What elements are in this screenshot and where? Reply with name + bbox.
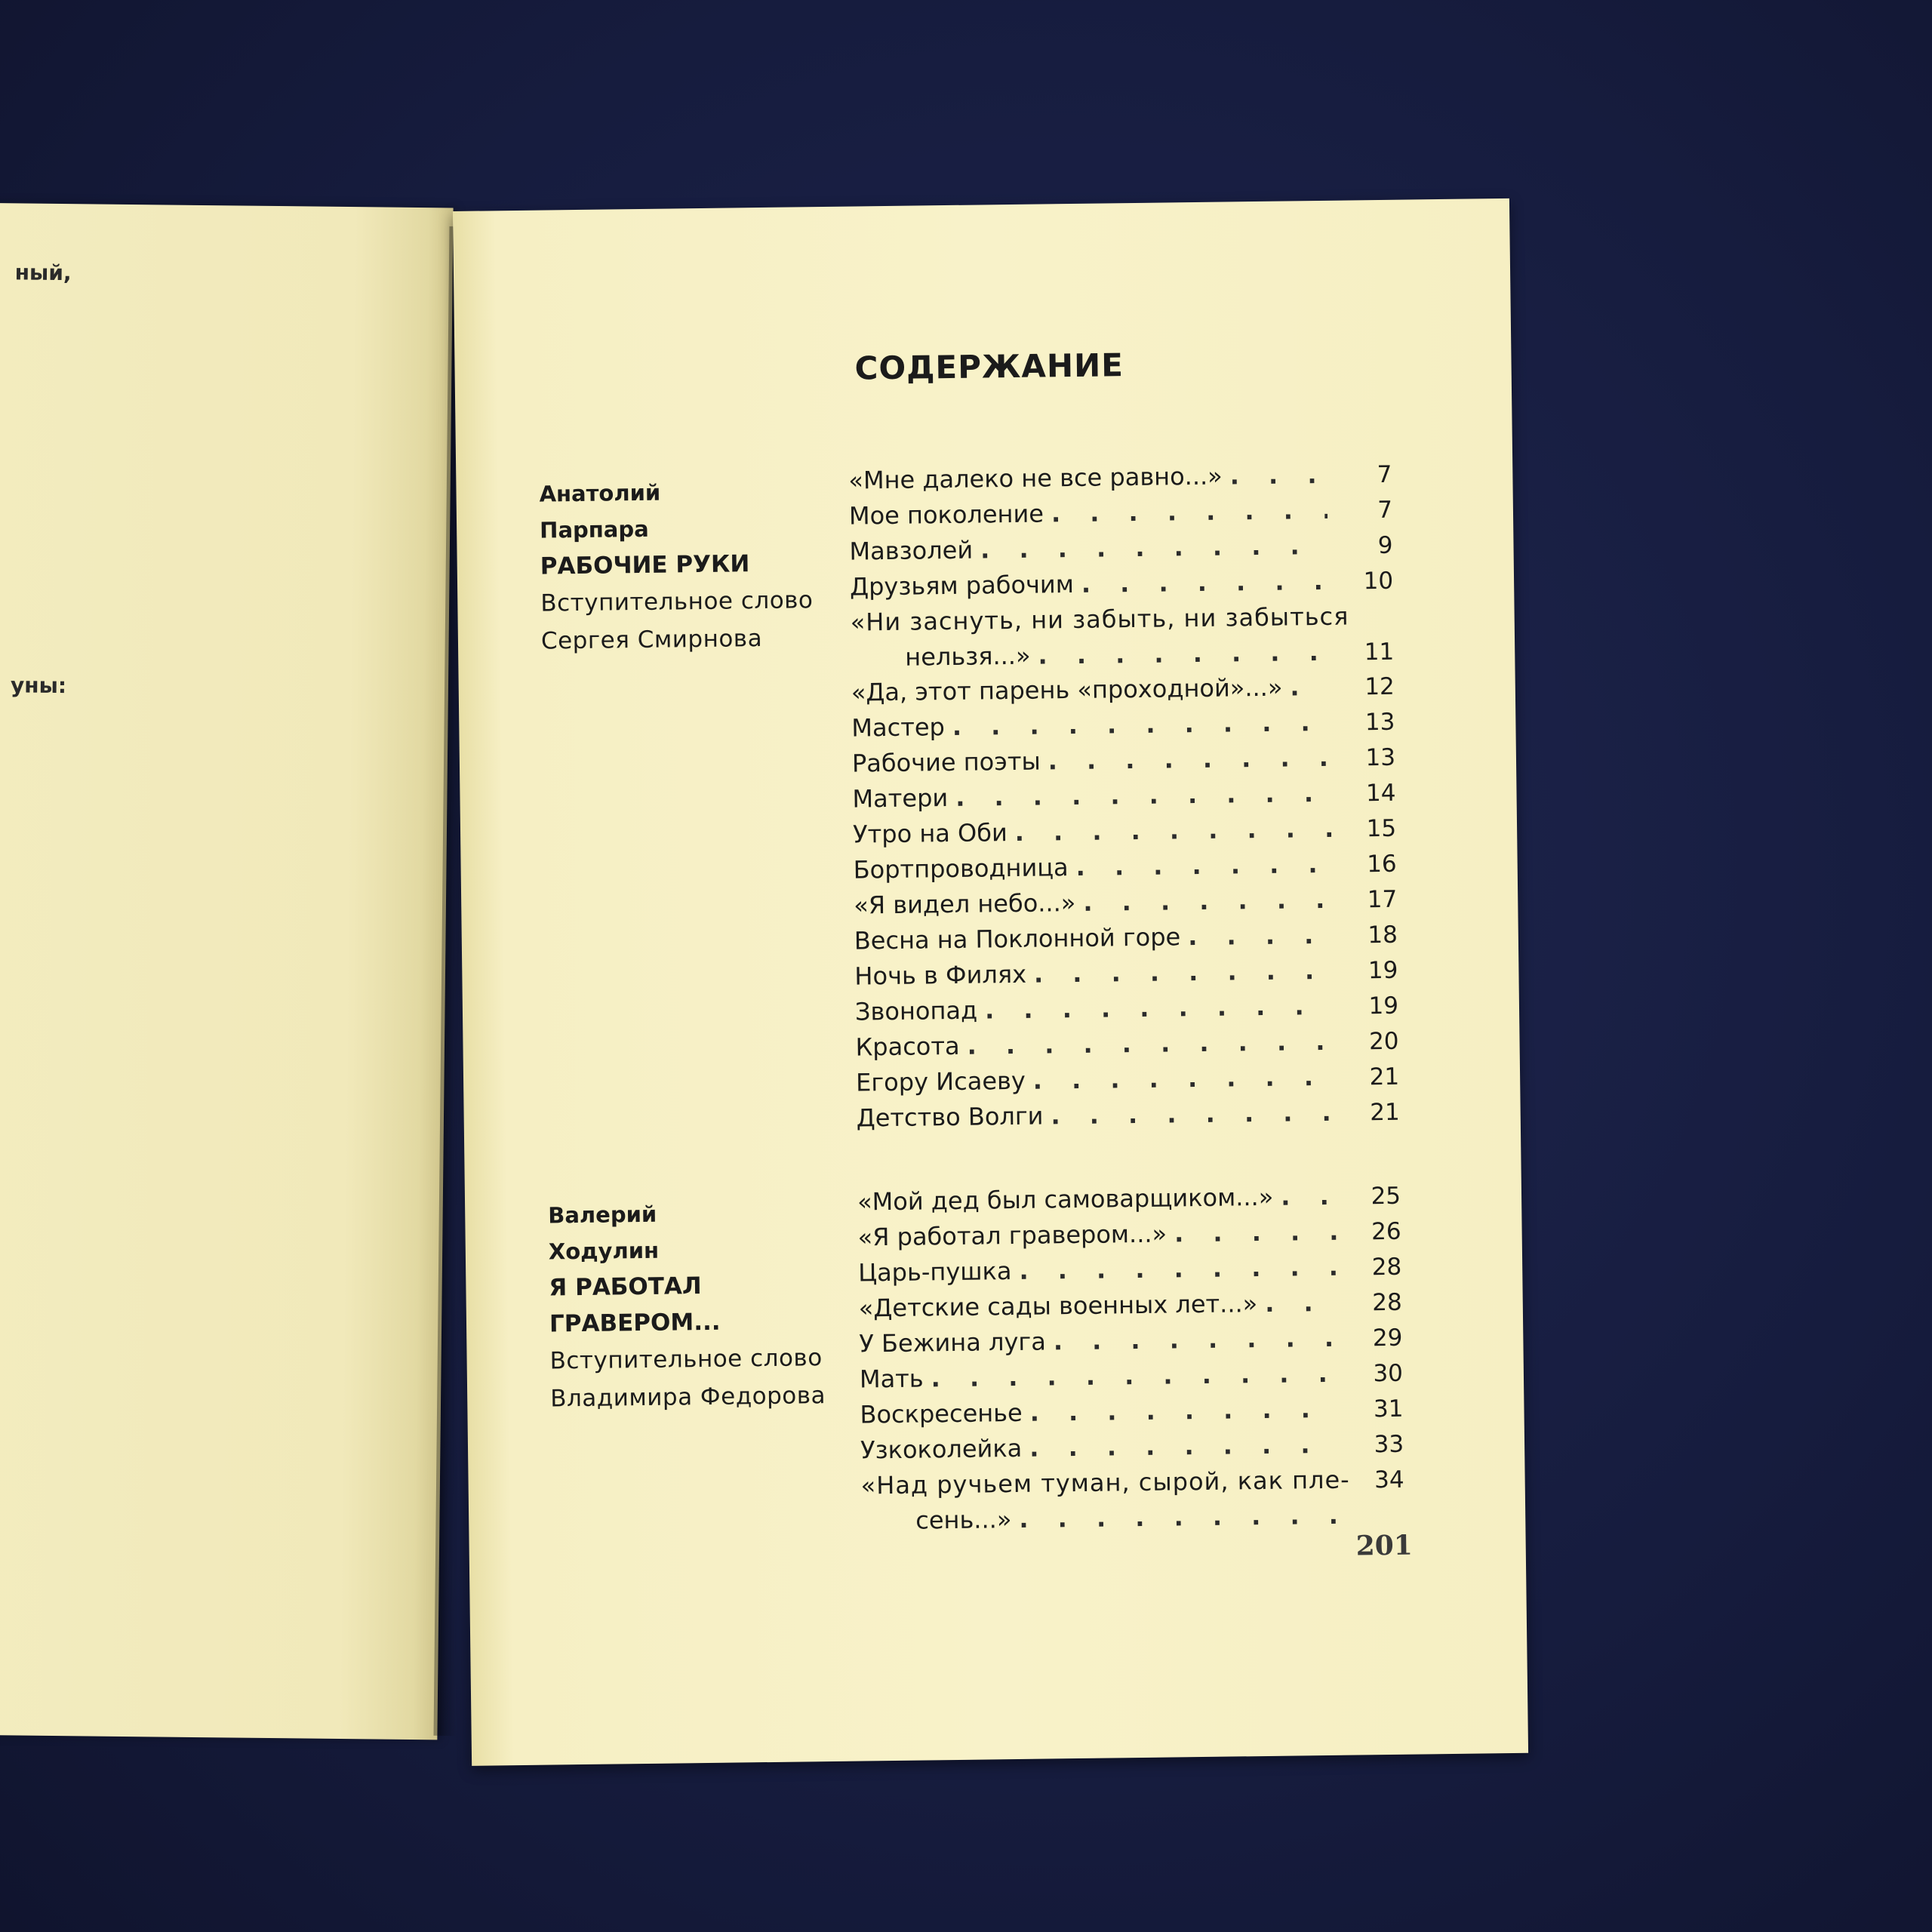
leader-dots (1033, 1060, 1335, 1099)
leader-dots (931, 1356, 1338, 1397)
toc-entry-title: Бортпроводница (853, 853, 1069, 884)
leader-dots (1034, 953, 1334, 992)
collection-title: ГРАВЕРОМ... (549, 1308, 721, 1338)
toc-list (848, 457, 1400, 1137)
leader-dots (967, 1024, 1334, 1064)
leader-dots (1051, 1095, 1335, 1134)
toc-entry-title: Узкоколейка (860, 1433, 1023, 1465)
page-number: 201 (1355, 1529, 1414, 1562)
toc-entry-title: Егору Исаеву (855, 1066, 1026, 1097)
toc-entry-title: Мавзолей (849, 535, 974, 566)
toc-entry-title: Друзьям рабочим (849, 569, 1075, 601)
author-block (548, 1193, 868, 1417)
author-last-name: Парпара (539, 515, 649, 543)
toc-entry-page: 11 (1364, 638, 1395, 666)
toc-entry-page: 34 (1374, 1466, 1404, 1494)
toc-entry-continuation (861, 1497, 1405, 1539)
toc-entry-title: Мастер (851, 712, 946, 743)
toc-entry-title: Мать (859, 1364, 924, 1394)
toc-entry-page: 15 (1366, 814, 1397, 843)
toc-entry-page: 7 (1377, 460, 1392, 489)
leader-dots (1014, 811, 1331, 851)
toc-entry-title: Матери (852, 783, 949, 814)
toc-entry-title: Детство Волги (856, 1101, 1044, 1133)
leader-dots (1290, 669, 1330, 706)
leader-dots (955, 776, 1331, 816)
author-first-name: Валерий (548, 1201, 657, 1229)
toc-entry-page: 31 (1373, 1395, 1404, 1423)
leader-dots (1081, 564, 1329, 602)
leader-dots (1029, 1392, 1338, 1431)
toc-entry-title: Рабочие поэты (851, 746, 1041, 778)
toc-entry-title: «Ни заснуть, ни забыть, ни забыться (850, 601, 1349, 637)
toc-entry-title: Воскресенье (860, 1398, 1023, 1429)
toc-entry-page: 20 (1368, 1027, 1399, 1056)
toc-entry-page: 13 (1365, 743, 1396, 772)
toc-entry-page: 14 (1365, 779, 1396, 808)
author-first-name: Анатолий (539, 479, 661, 507)
leader-dots (1174, 1214, 1337, 1252)
toc-entry (856, 1094, 1400, 1137)
toc-entry-page: 12 (1364, 672, 1395, 701)
toc-entry-page: 21 (1369, 1063, 1400, 1091)
intro-line: Владимира Федорова (550, 1382, 826, 1413)
toc-entry-title: «Да, этот парень «проходной»...» (851, 672, 1283, 707)
toc-entry-title: Красота (855, 1031, 960, 1062)
toc-entry-page: 28 (1371, 1253, 1402, 1281)
page-title: СОДЕРЖАНИЕ (854, 346, 1124, 387)
toc-entry-page: 19 (1368, 992, 1399, 1020)
intro-line: Вступительное слово (540, 586, 814, 617)
toc-entry-title: Утро на Оби (852, 818, 1008, 849)
toc-entry-page: 17 (1367, 885, 1398, 914)
leader-dots (985, 989, 1334, 1029)
toc-entry-page: 7 (1377, 496, 1393, 525)
leader-dots (952, 705, 1331, 745)
toc-entry-title: Звонопад (854, 995, 978, 1026)
toc-entry-page: 16 (1366, 850, 1397, 878)
toc-entry-page: 13 (1364, 708, 1395, 737)
left-page-text-fragment: ный, (14, 260, 72, 286)
toc-entry-title: У Бежина луга (859, 1327, 1047, 1358)
right-page (453, 198, 1528, 1766)
toc-entry-title: «Мне далеко не все равно...» (848, 461, 1223, 495)
author-last-name: Ходулин (548, 1237, 660, 1265)
toc-entry-page: 9 (1377, 531, 1393, 560)
leader-dots (1229, 457, 1327, 494)
leader-dots (1019, 1250, 1337, 1289)
toc-entry-title: Мое поколение (848, 499, 1044, 531)
toc-entry-page: 19 (1367, 956, 1398, 985)
toc-entry-title-cont: нельзя...» (905, 641, 1031, 672)
toc-entry-title: «Детские сады военных лет...» (858, 1289, 1258, 1323)
leader-dots (1083, 882, 1332, 921)
collection-title: РАБОЧИЕ РУКИ (540, 550, 750, 580)
toc-entry-title: Весна на Поклонной горе (854, 922, 1181, 955)
leader-dots (1054, 1321, 1338, 1360)
intro-line: Сергея Смирнова (540, 625, 763, 655)
toc-entry-title: Ночь в Филях (854, 959, 1027, 991)
leader-dots (1188, 918, 1333, 955)
left-page-text-fragment: уны: (10, 672, 67, 699)
leader-dots (1019, 1498, 1340, 1537)
toc-entry-title: «Я работал гравером...» (857, 1219, 1168, 1252)
toc-entry-page: 21 (1370, 1098, 1400, 1127)
leader-dots (1029, 1427, 1339, 1466)
author-block (539, 472, 858, 660)
leader-dots (980, 528, 1328, 568)
toc-entry-page: 26 (1371, 1217, 1401, 1246)
toc-entry-page: 30 (1373, 1359, 1404, 1388)
intro-line: Вступительное слово (549, 1344, 823, 1375)
toc-entry-title: «Я видел небо...» (854, 888, 1076, 920)
left-page (0, 203, 454, 1740)
toc-list (857, 1178, 1405, 1539)
leader-dots (1281, 1179, 1336, 1215)
toc-entry-page: 18 (1367, 921, 1398, 949)
leader-dots (1038, 635, 1329, 674)
leader-dots (1051, 493, 1328, 531)
toc-entry-page: 28 (1372, 1288, 1402, 1317)
toc-entry-page-spacer (1340, 1523, 1404, 1524)
toc-entry-page: 33 (1374, 1430, 1404, 1459)
toc-entry-page: 25 (1371, 1182, 1401, 1211)
toc-entry-title: Царь-пушка (857, 1257, 1012, 1287)
toc-entry-title: «Над ручьем туман, сырой, как пле- (860, 1465, 1350, 1500)
toc-entry-title-cont: сень...» (915, 1505, 1012, 1535)
leader-dots (1075, 847, 1332, 885)
leader-dots (1048, 740, 1331, 780)
collection-title: Я РАБОТАЛ (549, 1272, 702, 1302)
toc-entry-title: «Мой дед был самоварщиком...» (857, 1182, 1274, 1217)
toc-entry-page: 10 (1363, 567, 1394, 595)
leader-dots (1265, 1285, 1337, 1321)
toc-entry-page: 29 (1372, 1324, 1403, 1352)
table-of-contents (453, 198, 1528, 1766)
